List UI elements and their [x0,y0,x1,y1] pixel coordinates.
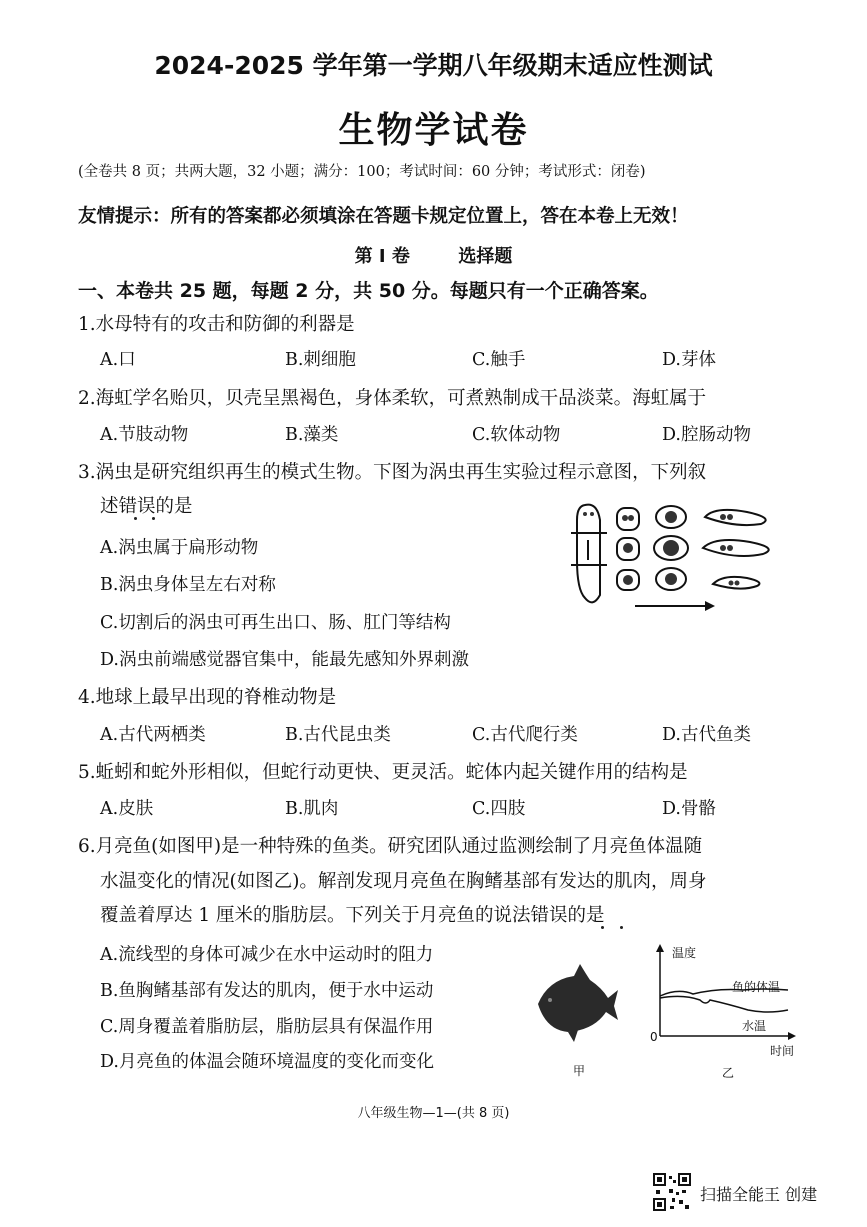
question-stem-continued: 述错误的是 [100,496,193,517]
option: D.芽体 [662,350,716,370]
emphasis-dot [620,926,623,929]
exam-info: (全卷共 8 页；共两大题，32 小题；满分：100；考试时间：60 分钟；考试形式：闭卷) [78,164,646,180]
figure-caption: 乙 [722,1066,735,1080]
option: C.古代爬行类 [472,725,578,745]
exam-title: 2024-2025 学年第一学期八年级期末适应性测试 [154,51,713,80]
option: A.涡虫属于扁形动物 [100,538,259,558]
graph-y-label: 温度 [672,946,697,960]
scanner-label: 扫描全能王 创建 [700,1185,818,1204]
emphasis-dot [152,517,155,520]
figure-caption: 甲 [573,1064,586,1078]
scanner-watermark [652,1172,818,1212]
option-row [100,721,780,745]
moonfish-figure [528,960,620,1045]
water-temperature-label: 水温 [742,1019,767,1033]
part-label: 第 Ⅰ 卷 [354,246,410,267]
option: B.刺细胞 [285,350,356,370]
emphasis-dot [134,517,137,520]
question-stem-continued: 水温变化的情况(如图乙)。解剖发现月亮鱼在胸鳍基部有发达的肌肉，周身 [100,871,707,892]
option: D.月亮鱼的体温会随环境温度的变化而变化 [100,1052,434,1072]
option: C.四肢 [472,799,526,819]
option: B.古代昆虫类 [285,725,391,745]
option: B.肌肉 [285,799,339,819]
question-stem: 4.地球上最早出现的脊椎动物是 [78,687,337,708]
option: C.周身覆盖着脂肪层，脂肪层具有保温作用 [100,1017,434,1037]
emphasis-dot [601,926,604,929]
graph-origin: 0 [650,1030,658,1044]
option: A.流线型的身体可减少在水中运动时的阻力 [100,945,434,965]
option: B.鱼胸鳍基部有发达的肌肉，便于水中运动 [100,981,434,1001]
section-heading: 一、本卷共 25 题，每题 2 分，共 50 分。每题只有一个正确答案。 [78,280,659,302]
option: A.皮肤 [100,799,154,819]
option-row [100,346,780,370]
question-stem-continued: 覆盖着厚达 1 厘米的脂肪层。下列关于月亮鱼的说法错误的是 [100,905,605,926]
fish-temperature-label: 鱼的体温 [732,980,781,994]
option: D.古代鱼类 [662,725,751,745]
qr-code-icon [652,1172,692,1212]
option: C.触手 [472,350,526,370]
option: D.骨骼 [662,799,716,819]
option: D.腔肠动物 [662,425,751,445]
notice: 友情提示：所有的答案都必须填涂在答题卡规定位置上，答在本卷上无效！ [78,206,689,227]
question-stem: 5.蚯蚓和蛇外形相似，但蛇行动更快、更灵活。蛇体内起关键作用的结构是 [78,762,688,783]
option-row [100,795,780,819]
subject-title: 生物学试卷 [338,110,529,151]
question-stem: 1.水母特有的攻击和防御的利器是 [78,314,355,335]
planarian-regeneration-figure [565,500,785,620]
question-stem: 3.涡虫是研究组织再生的模式生物。下图为涡虫再生实验过程示意图，下列叙 [78,462,707,483]
graph-x-label: 时间 [770,1044,795,1058]
question-stem: 2.海虹学名贻贝，贝壳呈黑褐色，身体柔软，可煮熟制成干品淡菜。海虹属于 [78,388,707,409]
option: B.藻类 [285,425,339,445]
page-footer: 八年级生物—1—(共 8 页) [357,1106,510,1121]
option: D.涡虫前端感觉器官集中，能最先感知外界刺激 [100,650,469,670]
option: C.切割后的涡虫可再生出口、肠、肛门等结构 [100,613,451,633]
part-type: 选择题 [458,246,513,267]
option: A.节肢动物 [100,425,189,445]
part-title [0,242,867,268]
option: A.口 [100,350,136,370]
option: B.涡虫身体呈左右对称 [100,575,276,595]
option: C.软体动物 [472,425,561,445]
question-stem: 6.月亮鱼(如图甲)是一种特殊的鱼类。研究团队通过监测绘制了月亮鱼体温随 [78,836,703,857]
option: A.古代两栖类 [100,725,206,745]
option-row [100,421,780,445]
